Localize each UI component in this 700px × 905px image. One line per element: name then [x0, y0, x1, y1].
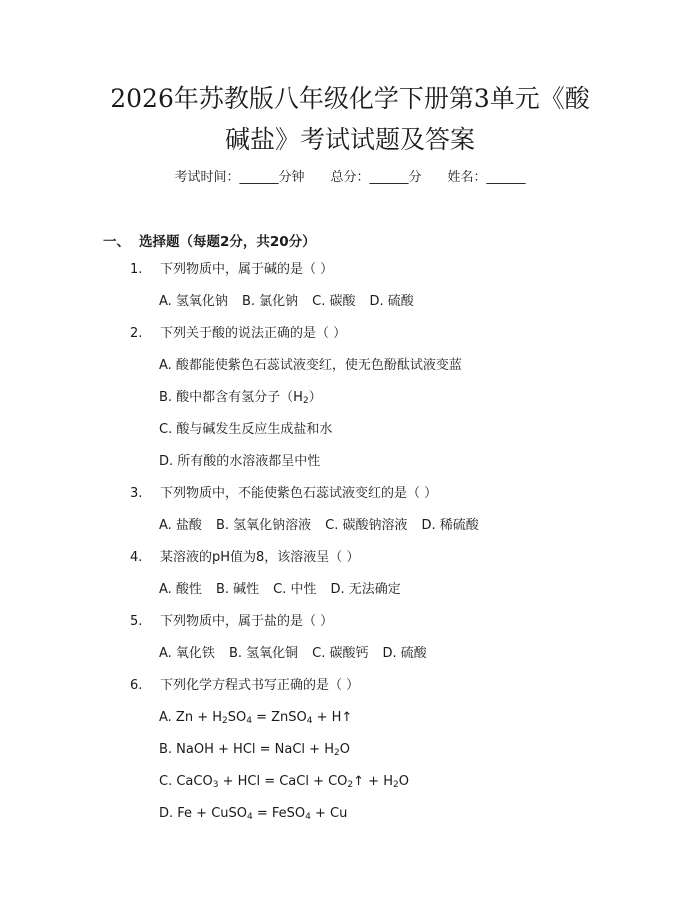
exam-score-field: 总分：______分 [330, 170, 422, 185]
question-2-option-c: C. 酸与碱发生反应生成盐和水 [159, 422, 333, 437]
option-d: D. 硫酸 [369, 294, 414, 309]
section-number: 一、 [103, 234, 130, 250]
question-text: 下列关于酸的说法正确的是（ ） [160, 326, 347, 341]
option-c: C. 中性 [273, 582, 317, 597]
option-d: D. 无法确定 [330, 582, 401, 597]
question-text: 某溶液的pH值为8，该溶液呈（ ） [160, 550, 360, 565]
formula-part: A. Zn + H [159, 710, 223, 725]
formula-part: SO [227, 710, 247, 725]
question-6-option-b [159, 740, 350, 763]
subscript: 4 [305, 812, 311, 822]
question-2-option-b [159, 388, 322, 411]
exam-name-field: 姓名：______ [447, 170, 526, 185]
question-1 [130, 260, 333, 280]
option-c: C. 碳酸钠溶液 [325, 518, 408, 533]
question-number: 1. [130, 262, 143, 277]
formula-part: ↑ + H [353, 774, 393, 789]
question-5-options [159, 644, 427, 664]
formula-part: B. NaOH + HCl = NaCl + H [159, 742, 334, 757]
subscript: 4 [306, 716, 313, 726]
question-number: 5. [130, 614, 143, 629]
option-text: B. 酸中都含有氢分子（H [159, 390, 303, 405]
option-d: D. 硫酸 [382, 646, 427, 661]
section-title: 选择题（每题2分，共20分） [139, 234, 316, 250]
option-close: ） [308, 390, 322, 405]
question-text: 下列化学方程式书写正确的是（ ） [160, 678, 360, 693]
question-6-option-a [159, 708, 352, 731]
question-2-option-d: D. 所有酸的水溶液都呈中性 [159, 454, 321, 469]
question-number: 6. [130, 678, 143, 693]
subscript: 2 [333, 748, 340, 758]
subscript: 2 [392, 780, 399, 790]
title-line-2: 碱盐》考试试题及答案 [224, 125, 475, 154]
question-3 [130, 484, 437, 504]
option-a: A. 氧化铁 [159, 646, 215, 661]
option-b: B. 碱性 [215, 582, 260, 597]
option-a: A. 盐酸 [159, 518, 202, 533]
formula-part: + H↑ [312, 710, 353, 725]
formula-part: D. Fe + CuSO [159, 806, 247, 821]
formula-part: O [339, 742, 350, 757]
exam-title [60, 78, 640, 160]
exam-time-field: 考试时间：______分钟 [174, 170, 305, 185]
question-6-option-d [159, 804, 347, 827]
option-d: D. 稀硫酸 [421, 518, 479, 533]
formula-part: = ZnSO [251, 710, 307, 725]
subscript: 3 [212, 780, 219, 790]
exam-info [0, 168, 700, 188]
subscript: 2 [302, 396, 309, 406]
question-number: 4. [130, 550, 143, 565]
question-text: 下列物质中，不能使紫色石蕊试液变红的是（ ） [160, 486, 438, 501]
formula-part: = FeSO [252, 806, 306, 821]
question-text: 下列物质中，属于碱的是（ ） [160, 262, 334, 277]
question-3-options [159, 516, 479, 536]
option-b: B. 氢氧化铜 [228, 646, 299, 661]
formula-part: + Cu [310, 806, 348, 821]
option-c: C. 碳酸 [312, 294, 356, 309]
formula-part: + HCl = CaCl + CO [218, 774, 348, 789]
question-number: 3. [130, 486, 143, 501]
question-4-options [159, 580, 401, 600]
formula-part: C. CaCO [159, 774, 213, 789]
question-5 [130, 612, 333, 632]
question-text: 下列物质中，属于盐的是（ ） [160, 614, 334, 629]
option-b: B. 氯化钠 [241, 294, 299, 309]
subscript: 4 [246, 716, 252, 726]
option-c: C. 碳酸钙 [312, 646, 369, 661]
subscript: 2 [222, 716, 228, 726]
subscript: 2 [347, 780, 354, 790]
option-b: B. 氢氧化钠溶液 [215, 518, 312, 533]
option-a: A. 氢氧化钠 [159, 294, 228, 309]
question-4 [130, 548, 359, 568]
question-2-option-a: A. 酸都能使紫色石蕊试液变红，使无色酚酞试液变蓝 [159, 358, 462, 373]
section-heading [103, 230, 316, 250]
question-number: 2. [130, 326, 143, 341]
question-1-options [159, 292, 414, 312]
subscript: 4 [247, 812, 253, 822]
question-6-option-c [159, 772, 409, 795]
title-line-1: 2026年苏教版八年级化学下册第3单元《酸 [110, 84, 590, 113]
formula-part: O [398, 774, 409, 789]
question-6 [130, 676, 359, 696]
option-a: A. 酸性 [159, 582, 202, 597]
question-2 [130, 324, 346, 344]
